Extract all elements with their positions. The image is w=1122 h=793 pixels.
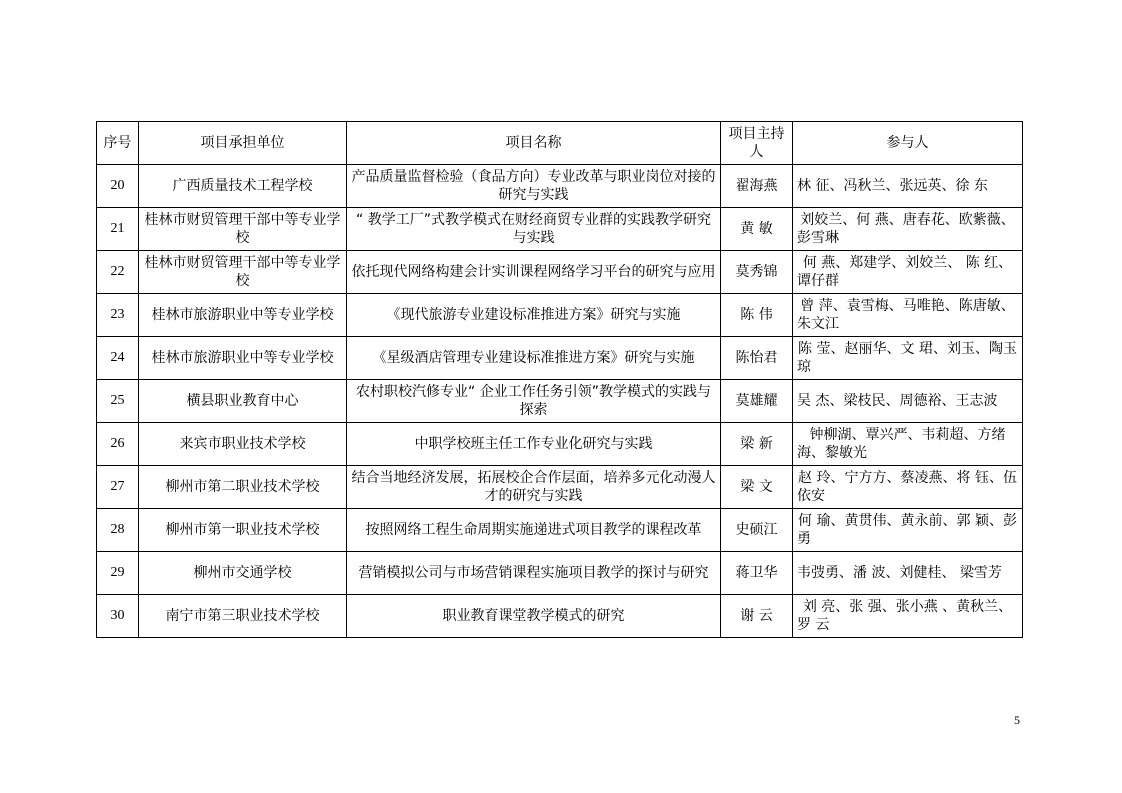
cell-no: 21: [97, 208, 139, 251]
cell-unit: 桂林市财贸管理干部中等专业学校: [139, 251, 347, 294]
cell-no: 23: [97, 294, 139, 337]
header-name: 项目名称: [347, 122, 721, 165]
header-members: 参与人: [793, 122, 1023, 165]
header-no: 序号: [97, 122, 139, 165]
table-row: [97, 380, 1023, 423]
cell-project-name: 农村职校汽修专业“ 企业工作任务引领”教学模式的实践与探索: [347, 380, 721, 423]
cell-host: 史硕江: [721, 509, 793, 552]
cell-members: 刘姣兰、何 燕、唐春花、欧紫薇、彭雪琳: [793, 208, 1023, 251]
cell-no: 27: [97, 466, 139, 509]
cell-host: 梁 新: [721, 423, 793, 466]
table-row: [97, 337, 1023, 380]
table-row: [97, 208, 1023, 251]
page-number: 5: [1014, 713, 1020, 727]
cell-project-name: 《现代旅游专业建设标准推进方案》研究与实施: [347, 294, 721, 337]
cell-project-name: 依托现代网络构建会计实训课程网络学习平台的研究与应用: [347, 251, 721, 294]
cell-host: 蒋卫华: [721, 552, 793, 595]
cell-host: 莫雄耀: [721, 380, 793, 423]
cell-no: 28: [97, 509, 139, 552]
cell-project-name: 产品质量监督检验（食品方向）专业改革与职业岗位对接的研究与实践: [347, 165, 721, 208]
cell-no: 22: [97, 251, 139, 294]
table-body: [97, 165, 1023, 638]
cell-members: 何 燕、郑建学、刘姣兰、 陈 红、谭仔群: [793, 251, 1023, 294]
cell-members: 何 瑜、黄贯伟、黄永前、郭 颖、彭 勇: [793, 509, 1023, 552]
table-row: [97, 595, 1023, 638]
cell-unit: 桂林市旅游职业中等专业学校: [139, 337, 347, 380]
table-row: [97, 251, 1023, 294]
cell-no: 29: [97, 552, 139, 595]
table-row: [97, 509, 1023, 552]
table-header: [97, 122, 1023, 165]
header-row: [97, 122, 1023, 165]
cell-members: 吴 杰、梁枝民、周德裕、王志波: [793, 380, 1023, 423]
cell-no: 26: [97, 423, 139, 466]
cell-members: 林 征、冯秋兰、张远英、徐 东: [793, 165, 1023, 208]
cell-unit: 桂林市财贸管理干部中等专业学校: [139, 208, 347, 251]
cell-unit: 广西质量技术工程学校: [139, 165, 347, 208]
cell-unit: 来宾市职业技术学校: [139, 423, 347, 466]
table-row: [97, 552, 1023, 595]
cell-members: 陈 莹、赵丽华、文 珺、刘玉、陶玉琼: [793, 337, 1023, 380]
projects-table: [96, 121, 1023, 638]
cell-host: 黄 敏: [721, 208, 793, 251]
cell-no: 30: [97, 595, 139, 638]
cell-project-name: 按照网络工程生命周期实施递进式项目教学的课程改革: [347, 509, 721, 552]
cell-unit: 横县职业教育中心: [139, 380, 347, 423]
cell-project-name: 职业教育课堂教学模式的研究: [347, 595, 721, 638]
header-unit: 项目承担单位: [139, 122, 347, 165]
table-row: [97, 165, 1023, 208]
cell-unit: 南宁市第三职业技术学校: [139, 595, 347, 638]
cell-unit: 柳州市第一职业技术学校: [139, 509, 347, 552]
cell-project-name: 《星级酒店管理专业建设标准推进方案》研究与实施: [347, 337, 721, 380]
cell-no: 24: [97, 337, 139, 380]
cell-unit: 柳州市交通学校: [139, 552, 347, 595]
cell-members: 刘 亮、张 强、张小燕 、黄秋兰、罗 云: [793, 595, 1023, 638]
cell-no: 25: [97, 380, 139, 423]
table-row: [97, 423, 1023, 466]
cell-members: 韦弢勇、潘 波、刘健桂、 梁雪芳: [793, 552, 1023, 595]
cell-host: 陈 伟: [721, 294, 793, 337]
cell-host: 莫秀锦: [721, 251, 793, 294]
cell-host: 翟海燕: [721, 165, 793, 208]
cell-unit: 柳州市第二职业技术学校: [139, 466, 347, 509]
header-host: 项目主持人: [721, 122, 793, 165]
cell-host: 谢 云: [721, 595, 793, 638]
cell-project-name: “ 教学工厂”式教学模式在财经商贸专业群的实践教学研究与实践: [347, 208, 721, 251]
cell-members: 赵 玲、宁方方、蔡凌燕、将 钰、伍依安: [793, 466, 1023, 509]
table-row: [97, 294, 1023, 337]
cell-host: 陈怡君: [721, 337, 793, 380]
cell-unit: 桂林市旅游职业中等专业学校: [139, 294, 347, 337]
cell-project-name: 营销模拟公司与市场营销课程实施项目教学的探讨与研究: [347, 552, 721, 595]
cell-project-name: 结合当地经济发展，拓展校企合作层面，培养多元化动漫人才的研究与实践: [347, 466, 721, 509]
cell-project-name: 中职学校班主任工作专业化研究与实践: [347, 423, 721, 466]
cell-no: 20: [97, 165, 139, 208]
table-row: [97, 466, 1023, 509]
cell-host: 梁 文: [721, 466, 793, 509]
cell-members: 曾 萍、袁雪梅、马唯艳、陈唐敏、朱文江: [793, 294, 1023, 337]
cell-members: 钟柳湖、覃兴严、韦莉超、方绪海、黎敏光: [793, 423, 1023, 466]
